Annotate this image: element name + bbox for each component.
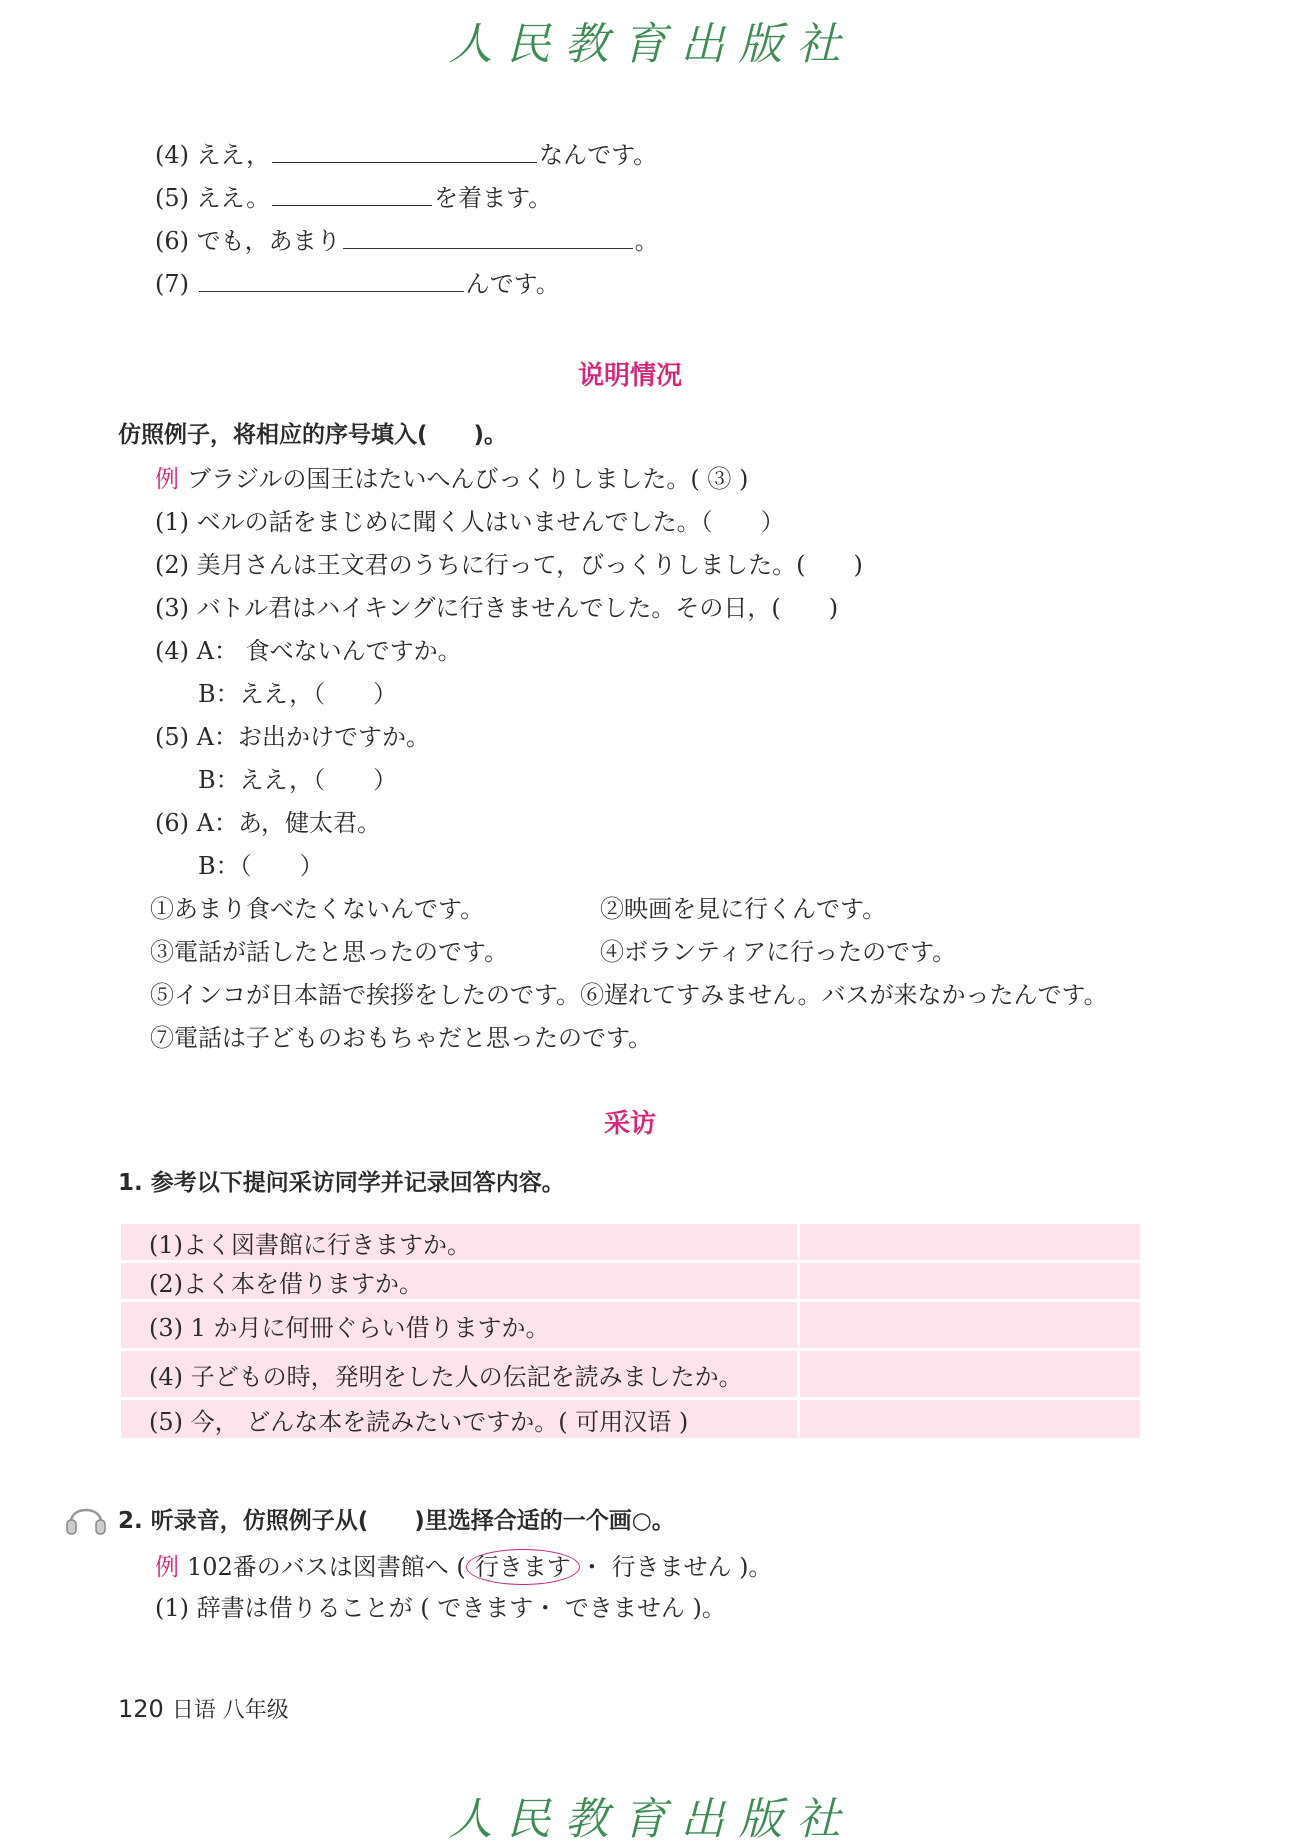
fill-item-5: (5) ええ。 を着ます。 xyxy=(155,181,552,214)
question-2-instruction: 2. 听录音，仿照例子从( )里选择合适的一个画○。 xyxy=(118,1508,675,1534)
interview-table xyxy=(118,1221,1143,1441)
item-6b: B：（ ） xyxy=(198,852,324,880)
option-3: ③電話が話したと思ったのです。 xyxy=(150,938,509,966)
item-4b: B：ええ，（ ） xyxy=(198,680,398,708)
option-7: ⑦電話は子どものおもちゃだと思ったのです。 xyxy=(150,1024,653,1052)
fill-item-6: (6) でも，あまり 。 xyxy=(155,224,659,257)
fill-item-7: (7) んです。 xyxy=(155,267,560,300)
section-heading-situation: 说明情况 xyxy=(577,361,682,391)
headphone-icon[interactable] xyxy=(63,1494,109,1540)
question-cell: (1)よく図書館に行きますか。 xyxy=(121,1224,797,1260)
publisher-logo-bottom: 人民教育出版社 xyxy=(448,1794,855,1845)
option-1: ①あまり食べたくないんです。 xyxy=(150,895,485,923)
listening-example: 例 102番のバスは図書館へ ( 行きます ・ 行きません )。 xyxy=(155,1549,772,1585)
answer-cell[interactable] xyxy=(800,1224,1140,1260)
item-3: (3) バトル君はハイキングに行きませんでした。その日，( ) xyxy=(155,594,839,622)
item-4a: (4) A： 食べないんですか。 xyxy=(155,637,462,665)
section-heading-interview: 采访 xyxy=(603,1109,656,1139)
answer-blank[interactable] xyxy=(343,224,633,249)
table-row xyxy=(121,1224,1140,1260)
page-footer xyxy=(118,1693,289,1724)
answer-cell[interactable] xyxy=(800,1400,1140,1438)
item-5a: (5) A：お出かけですか。 xyxy=(155,723,430,751)
answer-blank[interactable] xyxy=(272,181,432,206)
question-cell: (5) 今， どんな本を読みたいですか。( 可用汉语 ) xyxy=(121,1400,797,1438)
question-cell: (3) 1 か月に何冊ぐらい借りますか。 xyxy=(121,1302,797,1348)
answer-cell[interactable] xyxy=(800,1263,1140,1299)
instruction-fill-number: 仿照例子，将相应的序号填入( )。 xyxy=(118,422,508,448)
option-2: ②映画を見に行くんです。 xyxy=(600,895,887,923)
book-title: 日语 八年级 xyxy=(171,1698,289,1723)
listening-item-1: (1) 辞書は借りることが ( できます・ できません )。 xyxy=(155,1594,726,1622)
example-line: 例 ブラジルの国王はたいへんびっくりしました。( ③ ) xyxy=(155,465,749,493)
answer-blank[interactable] xyxy=(199,267,464,292)
table-row xyxy=(121,1302,1140,1348)
table-row xyxy=(121,1263,1140,1299)
option-4: ④ボランティアに行ったのです。 xyxy=(600,938,957,966)
item-1: (1) ベルの話をまじめに聞く人はいませんでした。（ ） xyxy=(155,508,785,536)
table-row xyxy=(121,1400,1140,1438)
question-1-instruction: 1. 参考以下提问采访同学并记录回答内容。 xyxy=(118,1170,565,1196)
option-5-6: ⑤インコが日本語で挨拶をしたのです。⑥遅れてすみません。バスが来なかったんです。 xyxy=(150,981,1108,1009)
item-6a: (6) A：あ，健太君。 xyxy=(155,809,381,837)
item-5b: B：ええ，（ ） xyxy=(198,766,398,794)
circled-answer: 行きます xyxy=(466,1549,580,1585)
question-cell: (2)よく本を借りますか。 xyxy=(121,1263,797,1299)
answer-cell[interactable] xyxy=(800,1302,1140,1348)
page-number: 120 xyxy=(118,1695,164,1723)
publisher-logo-top: 人民教育出版社 xyxy=(448,19,855,70)
item-2: (2) 美月さんは王文君のうちに行って，びっくりしました。( ) xyxy=(155,551,863,579)
question-cell: (4) 子どもの時，発明をした人の伝記を読みましたか。 xyxy=(121,1351,797,1397)
answer-blank[interactable] xyxy=(272,138,537,163)
fill-item-4: (4) ええ， なんです。 xyxy=(155,138,657,171)
table-row xyxy=(121,1351,1140,1397)
answer-cell[interactable] xyxy=(800,1351,1140,1397)
